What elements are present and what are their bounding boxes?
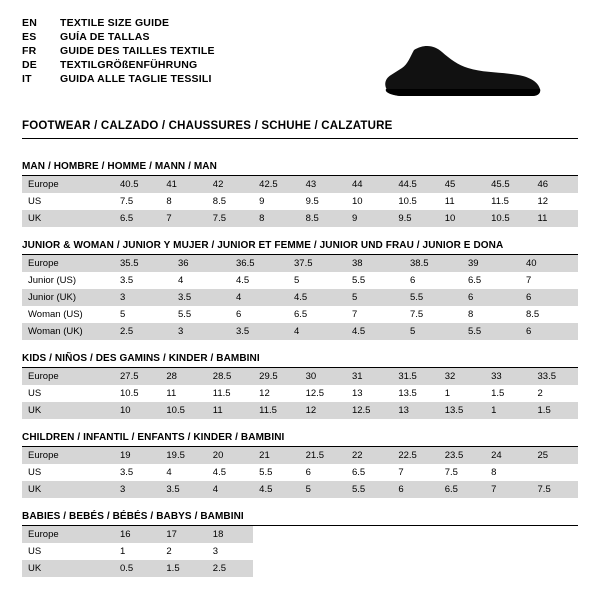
table-cell: 7.5 — [207, 210, 253, 227]
language-code: FR — [22, 45, 37, 57]
row-label: Woman (UK) — [22, 323, 114, 340]
table-cell: 4 — [288, 323, 346, 340]
table-cell: 35.5 — [114, 255, 172, 272]
table-cell: 23.5 — [439, 447, 485, 464]
header-divider — [22, 138, 578, 139]
table-cell: 3 — [114, 481, 160, 498]
table-cell: 8 — [160, 193, 206, 210]
table-cell: 5.5 — [346, 481, 392, 498]
table-cell: 21 — [253, 447, 299, 464]
row-label: US — [22, 543, 114, 560]
table-cell: 8 — [462, 306, 520, 323]
table-cell: 31.5 — [392, 368, 438, 385]
row-label: Junior (US) — [22, 272, 114, 289]
table-cell-empty — [532, 543, 578, 560]
language-code: IT — [22, 73, 32, 85]
table-cell: 8.5 — [207, 193, 253, 210]
table-cell: 42 — [207, 176, 253, 193]
language-row — [22, 16, 215, 30]
size-table-man — [22, 176, 578, 227]
table-row — [22, 272, 578, 289]
table-cell: 21.5 — [300, 447, 346, 464]
table-cell: 29.5 — [253, 368, 299, 385]
table-cell: 2 — [160, 543, 206, 560]
table-cell: 20 — [207, 447, 253, 464]
language-row — [22, 72, 215, 86]
table-cell: 36.5 — [230, 255, 288, 272]
row-label: US — [22, 193, 114, 210]
table-cell: 10 — [346, 193, 392, 210]
table-cell: 6 — [300, 464, 346, 481]
table-cell: 32 — [439, 368, 485, 385]
section-children — [22, 432, 578, 498]
table-cell: 4.5 — [207, 464, 253, 481]
table-cell: 6.5 — [114, 210, 160, 227]
table-cell: 28 — [160, 368, 206, 385]
language-text: TEXTILGRÖßENFÜHRUNG — [60, 59, 198, 71]
row-label: Junior (UK) — [22, 289, 114, 306]
table-cell: 8 — [485, 464, 531, 481]
table-cell: 38.5 — [404, 255, 462, 272]
table-cell: 40 — [520, 255, 578, 272]
dress-shoe-icon — [372, 32, 552, 104]
row-label: Europe — [22, 255, 114, 272]
row-label: Woman (US) — [22, 306, 114, 323]
table-cell: 44 — [346, 176, 392, 193]
language-text: GUIDE DES TAILLES TEXTILE — [60, 45, 215, 57]
table-cell: 5 — [404, 323, 462, 340]
language-list — [22, 16, 215, 86]
table-cell: 3 — [114, 289, 172, 306]
table-cell: 30 — [300, 368, 346, 385]
language-code: ES — [22, 31, 37, 43]
size-table-body — [22, 447, 578, 498]
header — [22, 16, 578, 108]
table-cell: 10 — [114, 402, 160, 419]
table-row — [22, 289, 578, 306]
table-cell: 19.5 — [160, 447, 206, 464]
row-label: UK — [22, 481, 114, 498]
table-cell: 6 — [520, 289, 578, 306]
row-label: Europe — [22, 368, 114, 385]
table-cell: 45 — [439, 176, 485, 193]
table-row — [22, 323, 578, 340]
size-table-body — [22, 368, 578, 419]
section-title: CHILDREN / INFANTIL / ENFANTS / KINDER / BAMBINI — [22, 432, 285, 443]
table-row — [22, 176, 578, 193]
table-cell: 5 — [288, 272, 346, 289]
row-label: US — [22, 464, 114, 481]
row-label: Europe — [22, 176, 114, 193]
table-cell: 46 — [532, 176, 578, 193]
row-label: UK — [22, 210, 114, 227]
table-cell: 7.5 — [439, 464, 485, 481]
table-cell-empty — [532, 560, 578, 577]
table-cell: 6.5 — [346, 464, 392, 481]
table-cell-empty — [253, 543, 299, 560]
row-label: Europe — [22, 447, 114, 464]
table-cell: 0.5 — [114, 560, 160, 577]
table-cell: 10.5 — [485, 210, 531, 227]
table-cell: 6.5 — [439, 481, 485, 498]
table-row — [22, 402, 578, 419]
table-cell: 1.5 — [532, 402, 578, 419]
table-cell-empty — [392, 560, 438, 577]
table-cell: 1.5 — [485, 385, 531, 402]
table-row — [22, 210, 578, 227]
table-cell: 7 — [520, 272, 578, 289]
table-cell: 4 — [160, 464, 206, 481]
table-cell: 4 — [172, 272, 230, 289]
table-cell: 4.5 — [253, 481, 299, 498]
table-cell: 40.5 — [114, 176, 160, 193]
table-cell: 33 — [485, 368, 531, 385]
table-cell: 43 — [300, 176, 346, 193]
table-cell: 9 — [253, 193, 299, 210]
table-cell: 31 — [346, 368, 392, 385]
section-title: JUNIOR & WOMAN / JUNIOR Y MUJER / JUNIOR ET FEMME / JUNIOR UND FRAU / JUNIOR E DONA — [22, 240, 504, 251]
size-table-body — [22, 255, 578, 340]
table-cell: 3 — [172, 323, 230, 340]
table-cell-empty — [485, 543, 531, 560]
table-cell-empty — [253, 526, 299, 543]
size-table-body — [22, 176, 578, 227]
language-code: DE — [22, 59, 37, 71]
table-cell: 10 — [439, 210, 485, 227]
size-table-babies — [22, 526, 578, 577]
size-table-body — [22, 526, 578, 577]
table-row — [22, 193, 578, 210]
table-cell: 11 — [439, 193, 485, 210]
table-row — [22, 526, 578, 543]
table-cell: 12 — [300, 402, 346, 419]
table-cell: 3.5 — [160, 481, 206, 498]
row-label: US — [22, 385, 114, 402]
table-cell: 39 — [462, 255, 520, 272]
table-cell: 11.5 — [253, 402, 299, 419]
table-cell: 2.5 — [114, 323, 172, 340]
table-row — [22, 255, 578, 272]
table-cell: 1 — [485, 402, 531, 419]
table-cell-empty — [300, 526, 346, 543]
section-babies — [22, 511, 578, 577]
table-cell: 44.5 — [392, 176, 438, 193]
table-cell: 6.5 — [288, 306, 346, 323]
table-cell: 17 — [160, 526, 206, 543]
table-cell: 12 — [532, 193, 578, 210]
language-text: GUÍA DE TALLAS — [60, 31, 150, 43]
section-kids — [22, 353, 578, 419]
table-cell-empty — [439, 560, 485, 577]
language-text: TEXTILE SIZE GUIDE — [60, 17, 170, 29]
table-cell: 12.5 — [346, 402, 392, 419]
table-cell: 10.5 — [160, 402, 206, 419]
table-cell: 7 — [392, 464, 438, 481]
table-cell: 4.5 — [288, 289, 346, 306]
table-cell-empty — [392, 543, 438, 560]
table-cell-empty — [485, 526, 531, 543]
table-cell: 25 — [532, 447, 578, 464]
table-cell: 6 — [404, 272, 462, 289]
table-cell: 6 — [462, 289, 520, 306]
table-cell: 5.5 — [172, 306, 230, 323]
table-cell: 12.5 — [300, 385, 346, 402]
row-label: UK — [22, 560, 114, 577]
table-cell: 7.5 — [532, 481, 578, 498]
table-cell: 5.5 — [346, 272, 404, 289]
table-cell — [532, 464, 578, 481]
table-row — [22, 368, 578, 385]
table-cell-empty — [485, 560, 531, 577]
row-label: UK — [22, 402, 114, 419]
table-cell: 45.5 — [485, 176, 531, 193]
table-cell: 11 — [160, 385, 206, 402]
table-cell: 16 — [114, 526, 160, 543]
footwear-banner: FOOTWEAR / CALZADO / CHAUSSURES / SCHUHE / CALZATURE — [22, 120, 393, 132]
table-cell-empty — [532, 526, 578, 543]
table-cell: 18 — [207, 526, 253, 543]
table-cell: 5.5 — [253, 464, 299, 481]
table-cell: 6 — [392, 481, 438, 498]
table-cell: 6 — [520, 323, 578, 340]
row-label: Europe — [22, 526, 114, 543]
table-cell: 5.5 — [462, 323, 520, 340]
table-cell: 28.5 — [207, 368, 253, 385]
section-man — [22, 161, 578, 227]
table-cell: 3.5 — [114, 272, 172, 289]
table-cell: 9.5 — [392, 210, 438, 227]
language-row — [22, 30, 215, 44]
table-cell-empty — [300, 560, 346, 577]
table-cell: 2 — [532, 385, 578, 402]
table-cell: 1.5 — [160, 560, 206, 577]
table-row — [22, 447, 578, 464]
section-title: KIDS / NIÑOS / DES GAMINS / KINDER / BAMBINI — [22, 353, 260, 364]
table-cell: 10.5 — [114, 385, 160, 402]
table-cell: 6 — [230, 306, 288, 323]
table-cell: 2.5 — [207, 560, 253, 577]
table-cell-empty — [439, 526, 485, 543]
language-text: GUIDA ALLE TAGLIE TESSILI — [60, 73, 212, 85]
table-cell: 22.5 — [392, 447, 438, 464]
table-cell-empty — [392, 526, 438, 543]
table-cell: 7.5 — [114, 193, 160, 210]
table-cell: 4 — [230, 289, 288, 306]
table-cell: 42.5 — [253, 176, 299, 193]
table-cell: 9.5 — [300, 193, 346, 210]
table-cell: 37.5 — [288, 255, 346, 272]
table-cell: 11.5 — [207, 385, 253, 402]
table-row — [22, 543, 578, 560]
table-cell: 4 — [207, 481, 253, 498]
table-cell: 7 — [485, 481, 531, 498]
table-cell: 8 — [253, 210, 299, 227]
table-cell: 5 — [114, 306, 172, 323]
language-row — [22, 58, 215, 72]
table-cell: 22 — [346, 447, 392, 464]
language-row — [22, 44, 215, 58]
table-cell: 38 — [346, 255, 404, 272]
section-title: MAN / HOMBRE / HOMME / MANN / MAN — [22, 161, 217, 172]
table-cell: 11 — [532, 210, 578, 227]
table-cell: 36 — [172, 255, 230, 272]
table-cell: 7 — [160, 210, 206, 227]
table-cell: 11 — [207, 402, 253, 419]
table-cell: 3 — [207, 543, 253, 560]
table-cell: 5 — [346, 289, 404, 306]
table-cell: 7 — [346, 306, 404, 323]
table-cell: 9 — [346, 210, 392, 227]
table-cell-empty — [346, 526, 392, 543]
table-cell-empty — [300, 543, 346, 560]
table-cell: 13 — [346, 385, 392, 402]
table-cell-empty — [253, 560, 299, 577]
table-cell: 5 — [300, 481, 346, 498]
language-list-body — [22, 16, 215, 86]
table-cell: 6.5 — [462, 272, 520, 289]
table-cell: 33.5 — [532, 368, 578, 385]
table-cell: 4.5 — [346, 323, 404, 340]
table-cell: 13.5 — [392, 385, 438, 402]
section-junior-woman — [22, 240, 578, 340]
table-row — [22, 560, 578, 577]
table-row — [22, 385, 578, 402]
table-cell: 4.5 — [230, 272, 288, 289]
table-cell: 8.5 — [300, 210, 346, 227]
table-cell: 11.5 — [485, 193, 531, 210]
table-cell: 13 — [392, 402, 438, 419]
table-cell: 1 — [114, 543, 160, 560]
table-cell: 1 — [439, 385, 485, 402]
size-table-children — [22, 447, 578, 498]
table-cell: 27.5 — [114, 368, 160, 385]
table-cell: 19 — [114, 447, 160, 464]
table-cell: 12 — [253, 385, 299, 402]
size-table-kids — [22, 368, 578, 419]
section-title: BABIES / BEBÉS / BÉBÉS / BABYS / BAMBINI — [22, 511, 244, 522]
table-cell: 5.5 — [404, 289, 462, 306]
table-cell: 41 — [160, 176, 206, 193]
table-cell: 24 — [485, 447, 531, 464]
table-row — [22, 306, 578, 323]
table-cell: 8.5 — [520, 306, 578, 323]
table-cell-empty — [346, 543, 392, 560]
table-cell: 3.5 — [230, 323, 288, 340]
table-cell: 10.5 — [392, 193, 438, 210]
table-row — [22, 481, 578, 498]
table-row — [22, 464, 578, 481]
table-cell-empty — [439, 543, 485, 560]
table-cell-empty — [346, 560, 392, 577]
size-table-junior-woman — [22, 255, 578, 340]
language-code: EN — [22, 17, 37, 29]
table-cell: 13.5 — [439, 402, 485, 419]
table-cell: 7.5 — [404, 306, 462, 323]
table-cell: 3.5 — [114, 464, 160, 481]
table-cell: 3.5 — [172, 289, 230, 306]
